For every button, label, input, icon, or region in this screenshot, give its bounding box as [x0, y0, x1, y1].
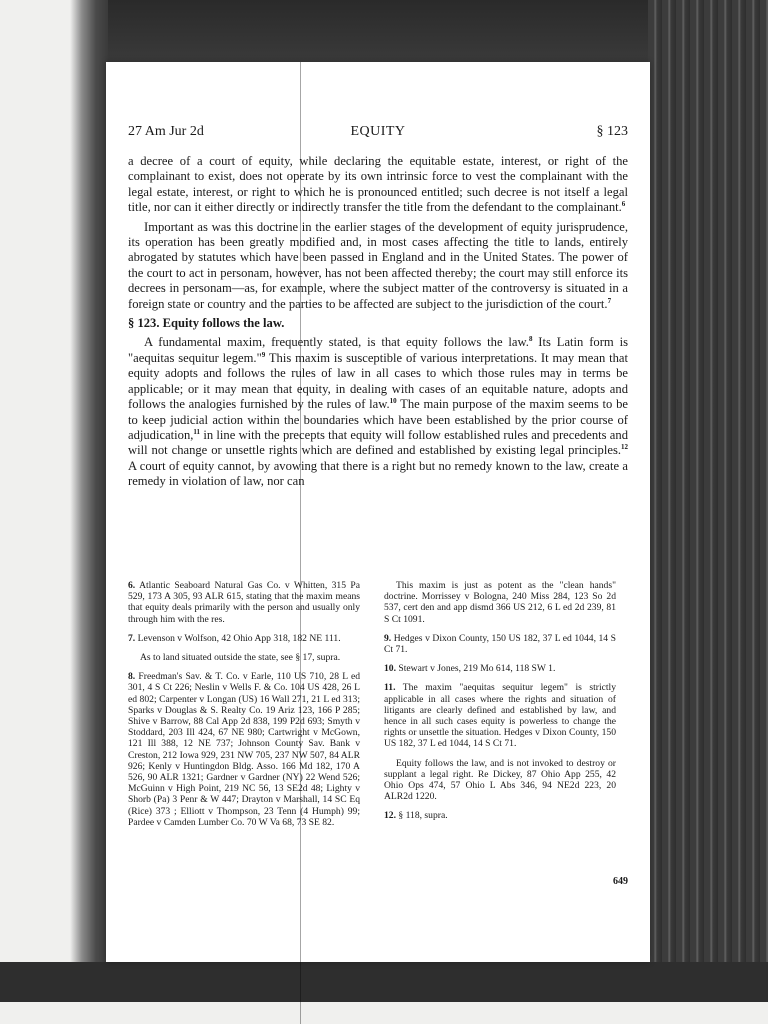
- scan-background-right: [648, 0, 768, 1024]
- footnote-ref-9: 9: [261, 350, 266, 359]
- footnotes-left-column: [128, 580, 360, 836]
- header-volume: 27 Am Jur 2d: [128, 124, 204, 139]
- footnote-ref-11: 11: [193, 427, 201, 436]
- paragraph-2: Important as was this doctrine in the earlier stages of the development of equity jurisprudence, its operation has been greatly modified and, in most cases affecting the title to lands, entirely abrogated by statutes which have been passed in England and in the United States. The power of the court to act in personam, however, has not been affected thereby; the court may still enforce its decrees in personam—as, for example, where the subject matter of the controversy is situated in a foreign state or country and the parties to be affected are subject to the jurisdiction of the court.$^7$: [128, 219, 628, 311]
- footnote-8-note: This maxim is just as potent as the "clean hands" doctrine. Morrissey v Bologna, 240 Miss 284, 123 So 2d 537, cert den and app dismd 366 US 212, 6 L ed 2d 239, 81 S Ct 1091.: [384, 580, 616, 625]
- page-number: 649: [613, 876, 628, 887]
- footnotes-right-column: [384, 580, 616, 830]
- document-page: [106, 62, 650, 962]
- footnote-6: 6. Atlantic Seaboard Natural Gas Co. v Whitten, 315 Pa 529, 173 A 305, 93 ALR 615, stating that the maxim means that equity deals primarily with the person and usually only through him with the res.: [128, 580, 360, 625]
- paragraph-3: A fundamental maxim, frequently stated, is that equity follows the law.$^8$ Its Latin form is "aequitas sequitur legem."$^9$ This maxim is susceptible of various interpretations. It may mean that equity adopts and follows the rules of law in all cases to which those rules may in terms be applicable; or it may mean that equity, in dealing with cases of an equitable nature, adopts and follows the analogies furnished by the rules of law.$^{10}$ The main purpose of the maxim seems to be to keep judicial action within the boundaries which have been established by the prior course of adjudication,$^{11}$ in line with the precepts that equity will follow established rules and precedents and will not change or unsettle rights which are defined and established by existing legal principles.$^{12}$ A court of equity cannot, by avowing that there is a right but no remedy known to the law, create a remedy in violation of law, nor can: [128, 335, 628, 489]
- footnote-8: 8. Freedman's Sav. & T. Co. v Earle, 110 US 710, 28 L ed 301, 4 S Ct 226; Neslin v Wells F. & Co. 104 US 428, 26 L ed 802; Carpenter v Longan (US) 16 Wall 271, 21 L ed 313; Sparks v Douglas & S. Realty Co. 19 Ariz 123, 166 P 285; Shive v Barrow, 88 Cal App 2d 838, 199 P2d 693; Smyth v Stoddard, 203 Ill 424, 67 NE 980; Cartwright v McGown, 121 Ill 388, 12 NE 737; Johnson County Sav. Bank v Creston, 212 Iowa 929, 231 NW 705, 237 NW 507, 84 ALR 926; Kenly v Huntingdon Bldg. Asso. 166 Md 182, 170 A 526, 90 ALR 1321; Gardner v Gardner (NY) 22 Wend 526; McGuinn v High Point, 219 NC 56, 13 SE2d 48; Lighty v Shorb (Pa) 3 Penr & W 447; Drayton v Marshall, 14 SC Eq (Rice) 373 ; Elliott v Thompson, 23 Tenn (4 Humph) 99; Pardee v Camden Lumber Co. 70 W Va 68, 73 SE 82.: [128, 671, 361, 828]
- footnote-ref-12: 12: [621, 443, 628, 452]
- footnote-ref-6: 6: [621, 200, 626, 209]
- footnote-ref-7: 7: [607, 296, 612, 305]
- footnote-7-note: As to land situated outside the state, see § 17, supra.: [140, 652, 341, 664]
- footnote-11-note: Equity follows the law, and is not invoked to destroy or supplant a legal right. Re Dickey, 87 Ohio App 255, 42 Ohio Ops 474, 57 Ohio L Abs 346, 94 NE2d 223, 20 ALR2d 1220.: [384, 757, 616, 803]
- scan-background-left: [0, 0, 108, 1024]
- section-heading: § 123. Equity follows the law.: [128, 316, 285, 331]
- scan-margin-bottom: [0, 1002, 768, 1024]
- scan-fold-line: [300, 62, 301, 1024]
- header-title: EQUITY: [350, 124, 406, 139]
- footnote-10: 10. Stewart v Jones, 219 Mo 614, 118 SW 1.: [384, 663, 556, 675]
- header-section: § 123: [596, 124, 628, 139]
- footnote-ref-10: 10: [389, 396, 397, 405]
- footnote-ref-8: 8: [528, 335, 533, 344]
- main-text: [128, 154, 628, 494]
- scan-background-bottom: [0, 962, 768, 1002]
- footnote-11: 11. The maxim "aequitas sequitur legem" is strictly applicable in all cases where the rights and situation of litigants are clearly defined and established by law, and hence in all such cases equity is powerless to change the rights or unsettle the situation. Hedges v Dixon County, 150 US 182, 37 L ed 1044, 14 S Ct 71.: [384, 682, 616, 750]
- footnote-12: 12. § 118, supra.: [384, 810, 448, 822]
- footnote-7: 7. Levenson v Wolfson, 42 Ohio App 318, 182 NE 111.: [128, 632, 341, 644]
- footnote-9: 9. Hedges v Dixon County, 150 US 182, 37 L ed 1044, 14 S Ct 71.: [384, 632, 616, 656]
- running-header: [128, 124, 628, 146]
- paragraph-1: a decree of a court of equity, while declaring the equitable estate, interest, or right of the complainant to exist, does not operate by its own intrinsic force to vest the complainant with the legal estate, interest, or right to which he is pronounced entitled; such decree is not itself a legal title, nor can it either directly or indirectly transfer the title from the defendant to the complainant.$^6$: [128, 154, 628, 215]
